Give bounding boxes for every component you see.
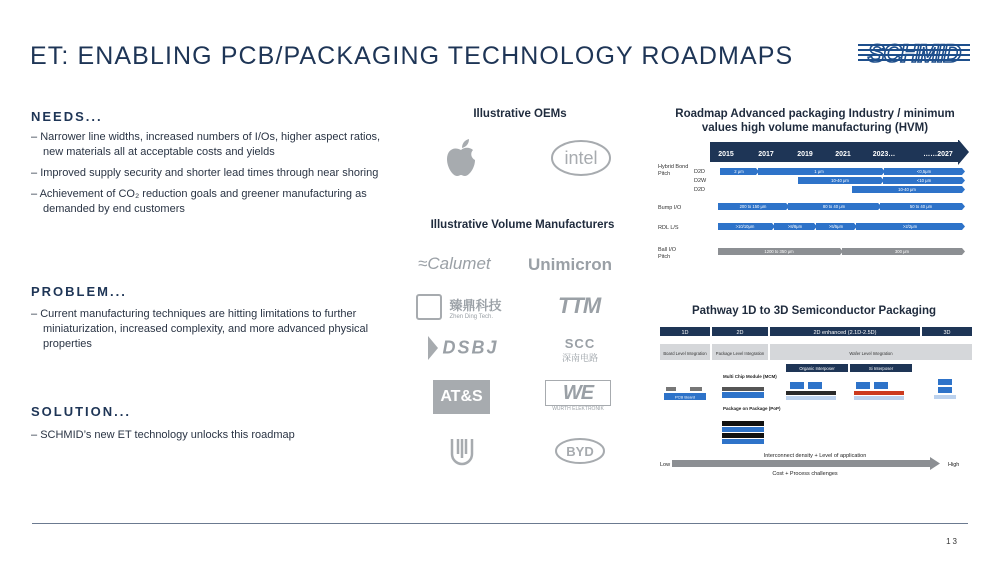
svg-text:Interconnect density + Level o: Interconnect density + Level of application (763, 453, 867, 459)
scc-logo: SCC 深南电路 (561, 336, 598, 363)
apple-logo (444, 138, 478, 178)
row-label: D2W (694, 178, 707, 184)
pathway-diagram (660, 327, 972, 477)
bar-label: 1 μm (814, 169, 824, 174)
bar-label: 200 to 150 μm (739, 204, 767, 209)
svg-text:High: High (948, 462, 960, 468)
bar-label: >2/2μm (902, 224, 918, 229)
bar-label: <10 μm (916, 178, 932, 183)
solution-list (31, 428, 395, 443)
bar-label: 50 to 40 μm (909, 204, 933, 209)
manufacturers-heading: Illustrative Volume Manufacturers (430, 219, 615, 231)
bar-label: 10-40 μm (898, 187, 916, 192)
ttm-logo: TTM (558, 293, 601, 318)
svg-text:Cost + Process challenges: Cost + Process challenges (772, 471, 838, 477)
zhen-ding-logo: 臻鼎科技 Zhen Ding Tech. (416, 294, 501, 320)
bar-label: >5/5μm (828, 224, 844, 229)
footer-divider (32, 523, 968, 524)
row-label: Hybrid Bond (658, 164, 689, 170)
year-label: 2015 (718, 151, 734, 158)
die (938, 379, 952, 385)
bar-label: >10/10μm (735, 224, 755, 229)
needs-heading: NEEDS... (31, 109, 103, 124)
svg-text:Low: Low (660, 462, 671, 468)
svg-text:PCB Board: PCB Board (674, 394, 696, 400)
row-label: Pitch (658, 171, 671, 177)
year-label: ……2027 (923, 151, 953, 158)
page-number: 13 (946, 537, 959, 546)
row-label: Pitch (658, 254, 671, 260)
year-label: 2017 (758, 151, 774, 158)
svg-text:Board Level Integration: Board Level Integration (663, 351, 707, 356)
bar-label: 10-40 μm (831, 178, 849, 183)
svg-text:Wafer Level Integration: Wafer Level Integration (849, 351, 893, 356)
die (790, 382, 804, 389)
solution-heading: SOLUTION... (31, 404, 131, 419)
solution-item: – SCHMID’s new ET technology unlocks this roadmap (31, 429, 295, 441)
svg-text:2D enhanced (2.1D-2.5D): 2D enhanced (2.1D-2.5D) (813, 330, 877, 336)
problem-item: – Current manufacturing techniques are hitting limitations to further miniaturization, increased complexity, and more advanced physical properties (31, 308, 369, 350)
row-label: RDL L/S (658, 225, 679, 231)
row-label: D2D (694, 187, 706, 193)
svg-text:2D: 2D (736, 330, 744, 336)
problem-heading: PROBLEM... (31, 284, 127, 299)
svg-text:Organic Interposer: Organic Interposer (799, 366, 835, 371)
svg-text:3D: 3D (943, 330, 951, 336)
year-label: 2019 (797, 151, 813, 158)
byd-logo (554, 437, 606, 465)
svg-text:BYD: BYD (566, 444, 594, 459)
svg-text:Package on Package (PoP): Package on Package (PoP) (723, 406, 781, 411)
die (856, 382, 870, 389)
needs-item: – Improved supply security and shorter lead times through near shoring (31, 167, 379, 179)
svg-text:Si Interposer: Si Interposer (868, 366, 894, 371)
svg-text:1D: 1D (681, 330, 689, 336)
problem-list (31, 307, 385, 352)
wurth-logo: WE WÜRTH ELEKTRONIK (545, 380, 611, 412)
svg-text:Package Level Integration: Package Level Integration (715, 351, 765, 356)
year-label: 2021 (835, 151, 851, 158)
ats-logo: AT&S (433, 380, 490, 414)
row-label: Ball I/O (658, 247, 677, 253)
bar-label: <0,5μm (916, 169, 932, 174)
die (874, 382, 888, 389)
oems-heading: Illustrative OEMs (473, 108, 567, 120)
needs-list (31, 130, 395, 217)
year-label: 2023… (872, 151, 896, 158)
bar-label: 300 μm (894, 249, 910, 254)
needs-item: – Narrower line widths, increased numbers of I/Os, higher aspect ratios, new materials all at acceptable costs and yields (31, 131, 381, 158)
svg-text:intel: intel (564, 148, 598, 168)
roadmap-title: Roadmap Advanced packaging Industry / minimum values high volume manufacturing (HVM) (675, 108, 955, 134)
svg-text:SCHMID: SCHMID (867, 40, 961, 66)
page-title: ET: ENABLING PCB/PACKAGING TECHNOLOGY ROADMAPS (30, 42, 794, 70)
svg-text:Multi Chip Module (MCM): Multi Chip Module (MCM) (723, 374, 777, 379)
bar-label: 80 to 40 μm (822, 204, 846, 209)
bar-label: 2 μm (734, 169, 744, 174)
bar-label: 1200 to 350 μm (764, 249, 794, 254)
calumet-logo: ≈Calumet (418, 254, 491, 273)
bar-label: >8/8μm (787, 224, 803, 229)
intel-logo (550, 138, 612, 178)
roadmap-diagram (656, 140, 971, 265)
needs-item: – Achievement of CO₂ reduction goals and greener manufacturing as demanded by end customers (31, 188, 367, 215)
row-label: D2D (694, 169, 706, 175)
die (808, 382, 822, 389)
dsbj-logo: DSBJ (428, 336, 498, 360)
pathway-heading: Pathway 1D to 3D Semiconductor Packaging (691, 305, 937, 317)
schmid-logo (858, 40, 970, 66)
row-label: Bump I/O (658, 205, 682, 211)
manufacturer-symbol-logo (447, 436, 477, 466)
mcm-substrate (722, 392, 764, 398)
unimicron-logo: Unimicron (528, 255, 613, 274)
die (938, 387, 952, 393)
